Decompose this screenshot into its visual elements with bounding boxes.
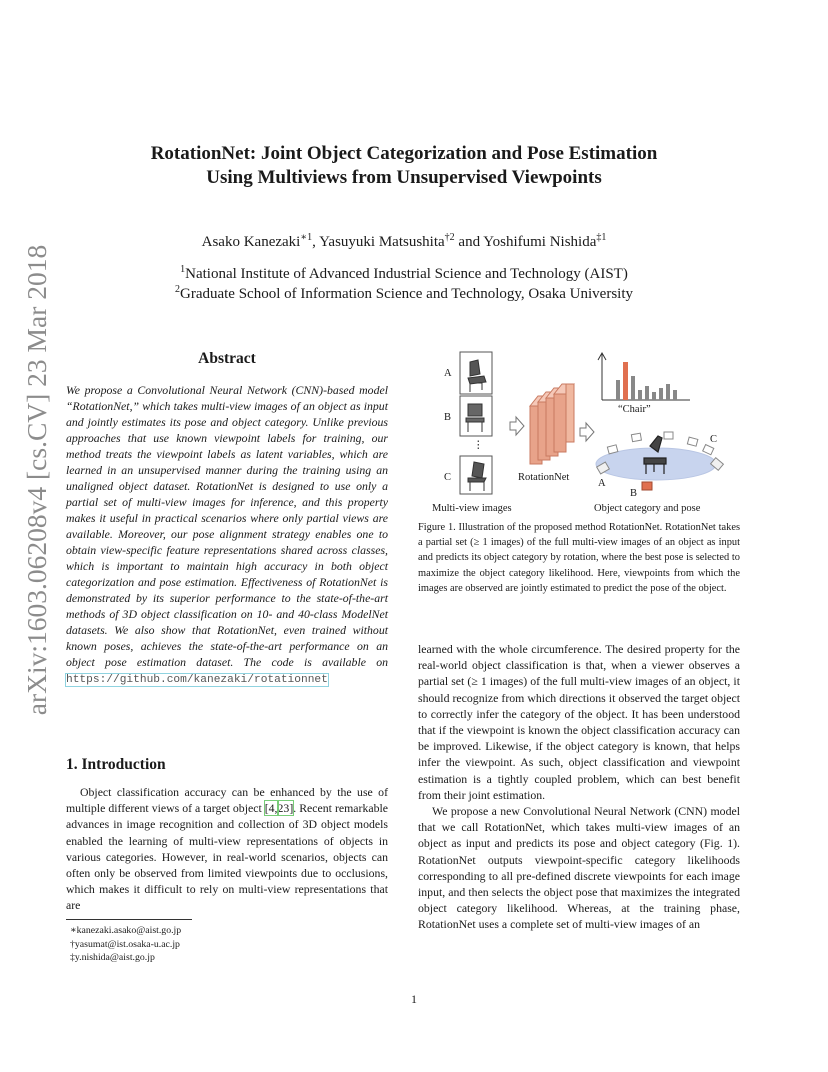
intro-text-part-2: . Recent remarkable advances in image recognition and collection of 3D object models enabled the learning of multi-view representations of objects in various categories. However, in real-world scenarios, objects can often only be observed from limited viewpoints due to occlusions, which makes it difficult to rely on multi-view representations that are — [66, 801, 388, 913]
likelihood-bar-chart — [598, 353, 690, 400]
rotationnet-label: RotationNet — [518, 472, 570, 483]
affiliation-2-text: Graduate School of Information Science and Technology, Osaka University — [180, 286, 633, 302]
right-paragraph-1: learned with the whole circumference. The desired property for the real-world object classification is that, when a viewer observes a partial set (≥ 1 images) of the full multi-view images of an object, it should recognize from which directions it observed the target object to correctly infer the category of the object. It has been understood that if the viewpoint is known the object classification accuracy can be improved. Likewise, if the object category is known, that helps infer the viewpoint. As such, object classification and viewpoint estimation is a tightly coupled problem, which can best benefit from their joint estimation. — [418, 642, 740, 802]
label-c-right: C — [710, 434, 718, 445]
abstract-text: We propose a Convolutional Neural Network (CNN)-based model “RotationNet,” which takes multi-view images of an object as input and jointly estimates its pose and object category. Unlike previous approaches that use known viewpoint labels for training, our method treats the viewpoint labels as latent variables, which are learned in an unsupervised manner during the training using an unaligned object dataset. RotationNet is designed to use only a partial set of multi-view images for inference, and this property makes it useful in practical scenarios where only partial views are available. Moreover, our pose alignment strategy enables one to obtain view-specific feature representations shared across classes, which is important to maintain high accuracy in both object categorization and pose estimation. Effectiveness of RotationNet is demonstrated by its superior performance to the state-of-the-art methods of 3D object classification on 10- and 40-class ModelNet datasets. We also show that RotationNet, even trained without known poses, achieves the state-of-the-art performance on an object pose estimation dataset. The code is available on — [66, 383, 388, 669]
author-sep-2: and — [454, 234, 484, 250]
code-link[interactable]: https://github.com/kanezaki/rotationnet — [66, 674, 328, 686]
affiliation-2 — [100, 284, 708, 304]
footnote-rule — [66, 919, 192, 920]
title-line-2: Using Multiviews from Unsupervised Viewpoints — [206, 167, 602, 188]
author-2-mark: †2 — [444, 232, 455, 243]
citation-23[interactable]: 23] — [277, 801, 294, 816]
paper-title — [100, 142, 708, 190]
arxiv-identifier: arXiv:1603.06208v4 [cs.CV] 23 Mar 2018 — [21, 244, 52, 716]
figure-1-illustration — [418, 348, 740, 516]
footnote-3: ‡y.nishida@aist.go.jp — [70, 952, 155, 963]
author-1-mark: ∗1 — [300, 232, 313, 243]
author-3: Yoshifumi Nishida — [483, 234, 597, 250]
view-image-c — [460, 456, 492, 494]
figure-1 — [418, 348, 740, 516]
title-line-1: RotationNet: Joint Object Categorization and Pose Estimation — [150, 143, 658, 164]
page-number: 1 — [411, 992, 417, 1006]
view-image-a — [460, 352, 492, 394]
abstract-body — [66, 382, 388, 688]
affiliation-1-text: National Institute of Advanced Industrial Science and Technology (AIST) — [185, 266, 628, 282]
right-paragraph-2: We propose a new Convolutional Neural Network (CNN) model that we call RotationNet, which takes multi-view images of an object as input and predicts its pose and object category (Fig. 1). RotationNet outputs viewpoint-specific category likelihoods corresponding to all pre-defined discrete viewpoints for each image input, and then selects the object pose that maximizes the integrated object category likelihood. Whereas, at the training phase, RotationNet uses a complete set of multi-view images of an — [418, 804, 740, 932]
right-column-text — [418, 641, 740, 933]
label-b-left: B — [444, 412, 452, 423]
affiliation-1 — [100, 264, 708, 284]
label-a-left: A — [444, 368, 452, 379]
abstract-heading: Abstract — [198, 350, 256, 367]
multiview-label: Multi-view images — [432, 503, 512, 514]
figure-1-caption: Figure 1. Illustration of the proposed method RotationNet. RotationNet takes a partial set (≥ 1 images) of the full multi-view images of an object as input and predicts its object category by rotation, where the best pose is selected to maximize the object category likelihood. Here, viewpoints from which the images are observed are jointly estimated to predict the pose of the object. — [418, 522, 740, 594]
pose-estimation-diagram — [596, 432, 723, 490]
introduction-heading: 1. Introduction — [66, 756, 166, 773]
footnotes — [70, 924, 181, 965]
author-3-mark: ‡1 — [596, 232, 607, 243]
citation-4[interactable]: [4, — [264, 801, 278, 816]
label-b-right: B — [630, 488, 638, 499]
label-c-left: C — [444, 472, 452, 483]
label-a-right: A — [598, 478, 606, 489]
affiliation-2-mark: 2 — [175, 284, 180, 295]
view-image-b — [460, 396, 492, 436]
dots: ⋮ — [473, 440, 484, 451]
intro-text-part-1: Object classification accuracy can be enhanced by the use of multiple different views of a target object — [66, 785, 388, 816]
footnote-1: ∗kanezaki.asako@aist.go.jp — [70, 925, 182, 936]
object-category-pose-label: Object category and pose — [594, 503, 701, 514]
cnn-stack-icon — [530, 384, 574, 464]
author-list — [100, 232, 708, 252]
affiliation-1-mark: 1 — [180, 264, 186, 275]
input-arrow-icon — [510, 417, 524, 435]
chair-label: “Chair” — [618, 404, 651, 415]
author-1: Asako Kanezaki — [201, 234, 301, 250]
affiliations — [100, 264, 708, 304]
output-arrow-icon — [580, 423, 594, 441]
author-sep-1: , — [312, 234, 320, 250]
introduction-paragraph — [66, 784, 388, 914]
author-2: Yasuyuki Matsushita — [319, 234, 445, 250]
footnote-2: †yasumat@ist.osaka-u.ac.jp — [70, 938, 180, 950]
